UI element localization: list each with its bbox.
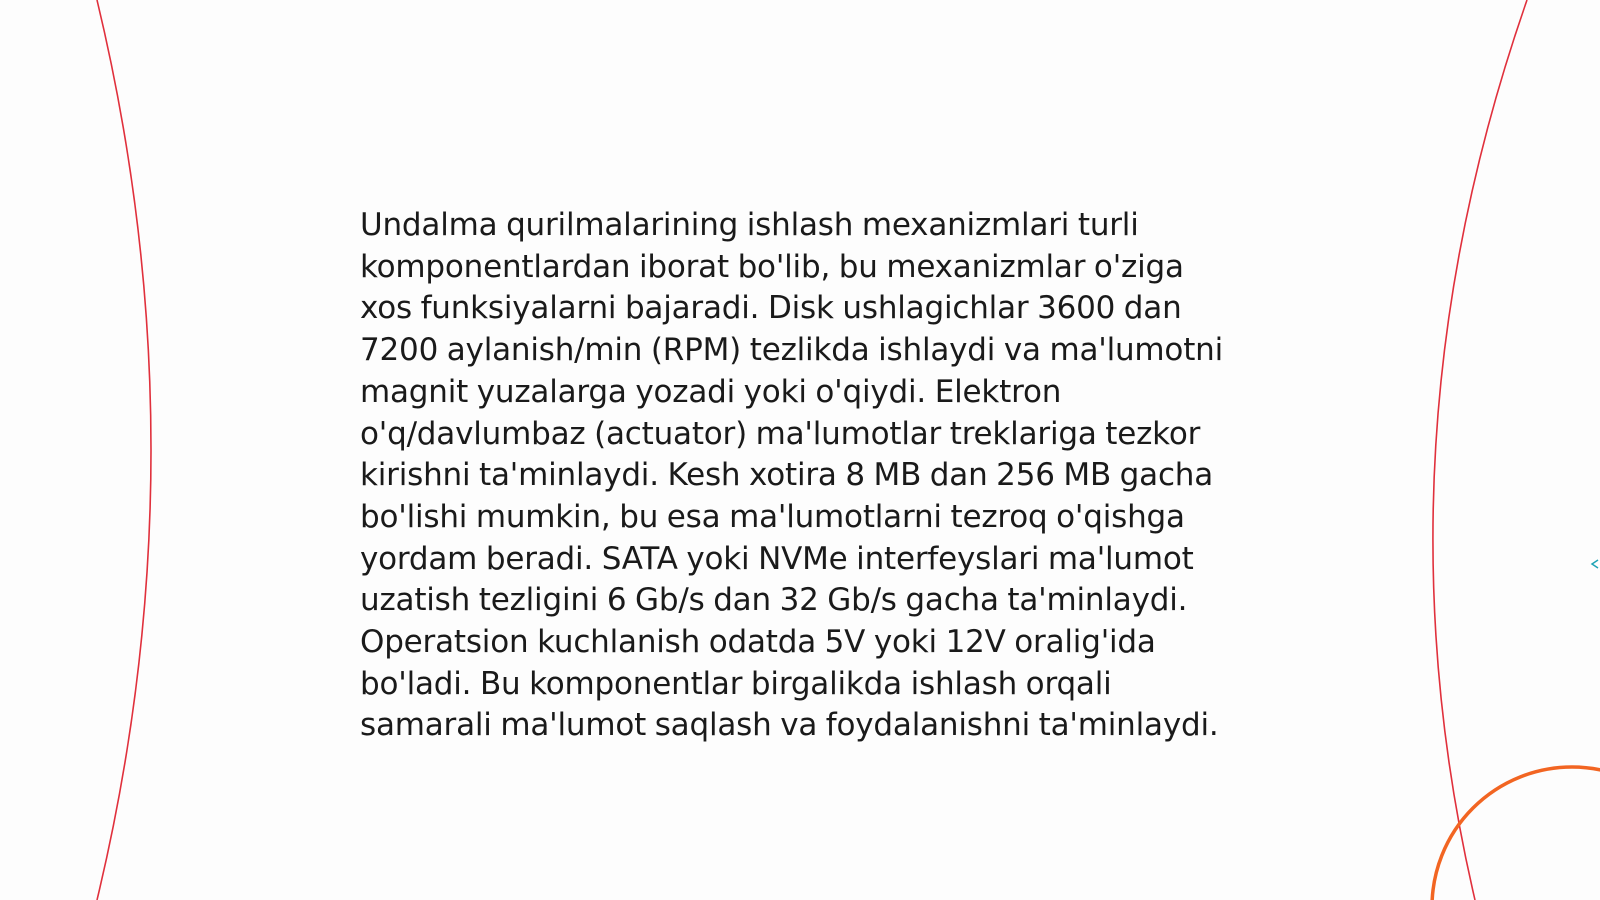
teal-arrow-mark xyxy=(1592,560,1598,568)
left-arc-line xyxy=(97,0,151,900)
body-paragraph: Undalma qurilmalarining ishlash mexanizmlari turli komponentlardan iborat bo'lib, bu mexanizmlar o'ziga xos funksiyalarni bajaradi. Disk ushlagichlar 3600 dan 7200 aylanish/min (RPM) tezlikda ishlaydi va ma'lumotni magnit yuzalarga yozadi yoki o'qiydi. Elektron o'q/davlumbaz (actuator) ma'lumotlar treklariga tezkor kirishni ta'minlaydi. Kesh xotira 8 MB dan 256 MB gacha bo'lishi mumkin, bu esa ma'lumotlarni tezroq o'qishga yordam beradi. SATA yoki NVMe interfeyslari ma'lumot uzatish tezligini 6 Gb/s dan 32 Gb/s gacha ta'minlaydi. Operatsion kuchlanish odatda 5V yoki 12V oralig'ida bo'ladi. Bu komponentlar birgalikda ishlash orqali samarali ma'lumot saqlash va foydalanishni ta'minlaydi. xyxy=(360,207,1224,744)
orange-circle-outline xyxy=(1432,767,1600,900)
right-arc-line xyxy=(1433,0,1527,900)
